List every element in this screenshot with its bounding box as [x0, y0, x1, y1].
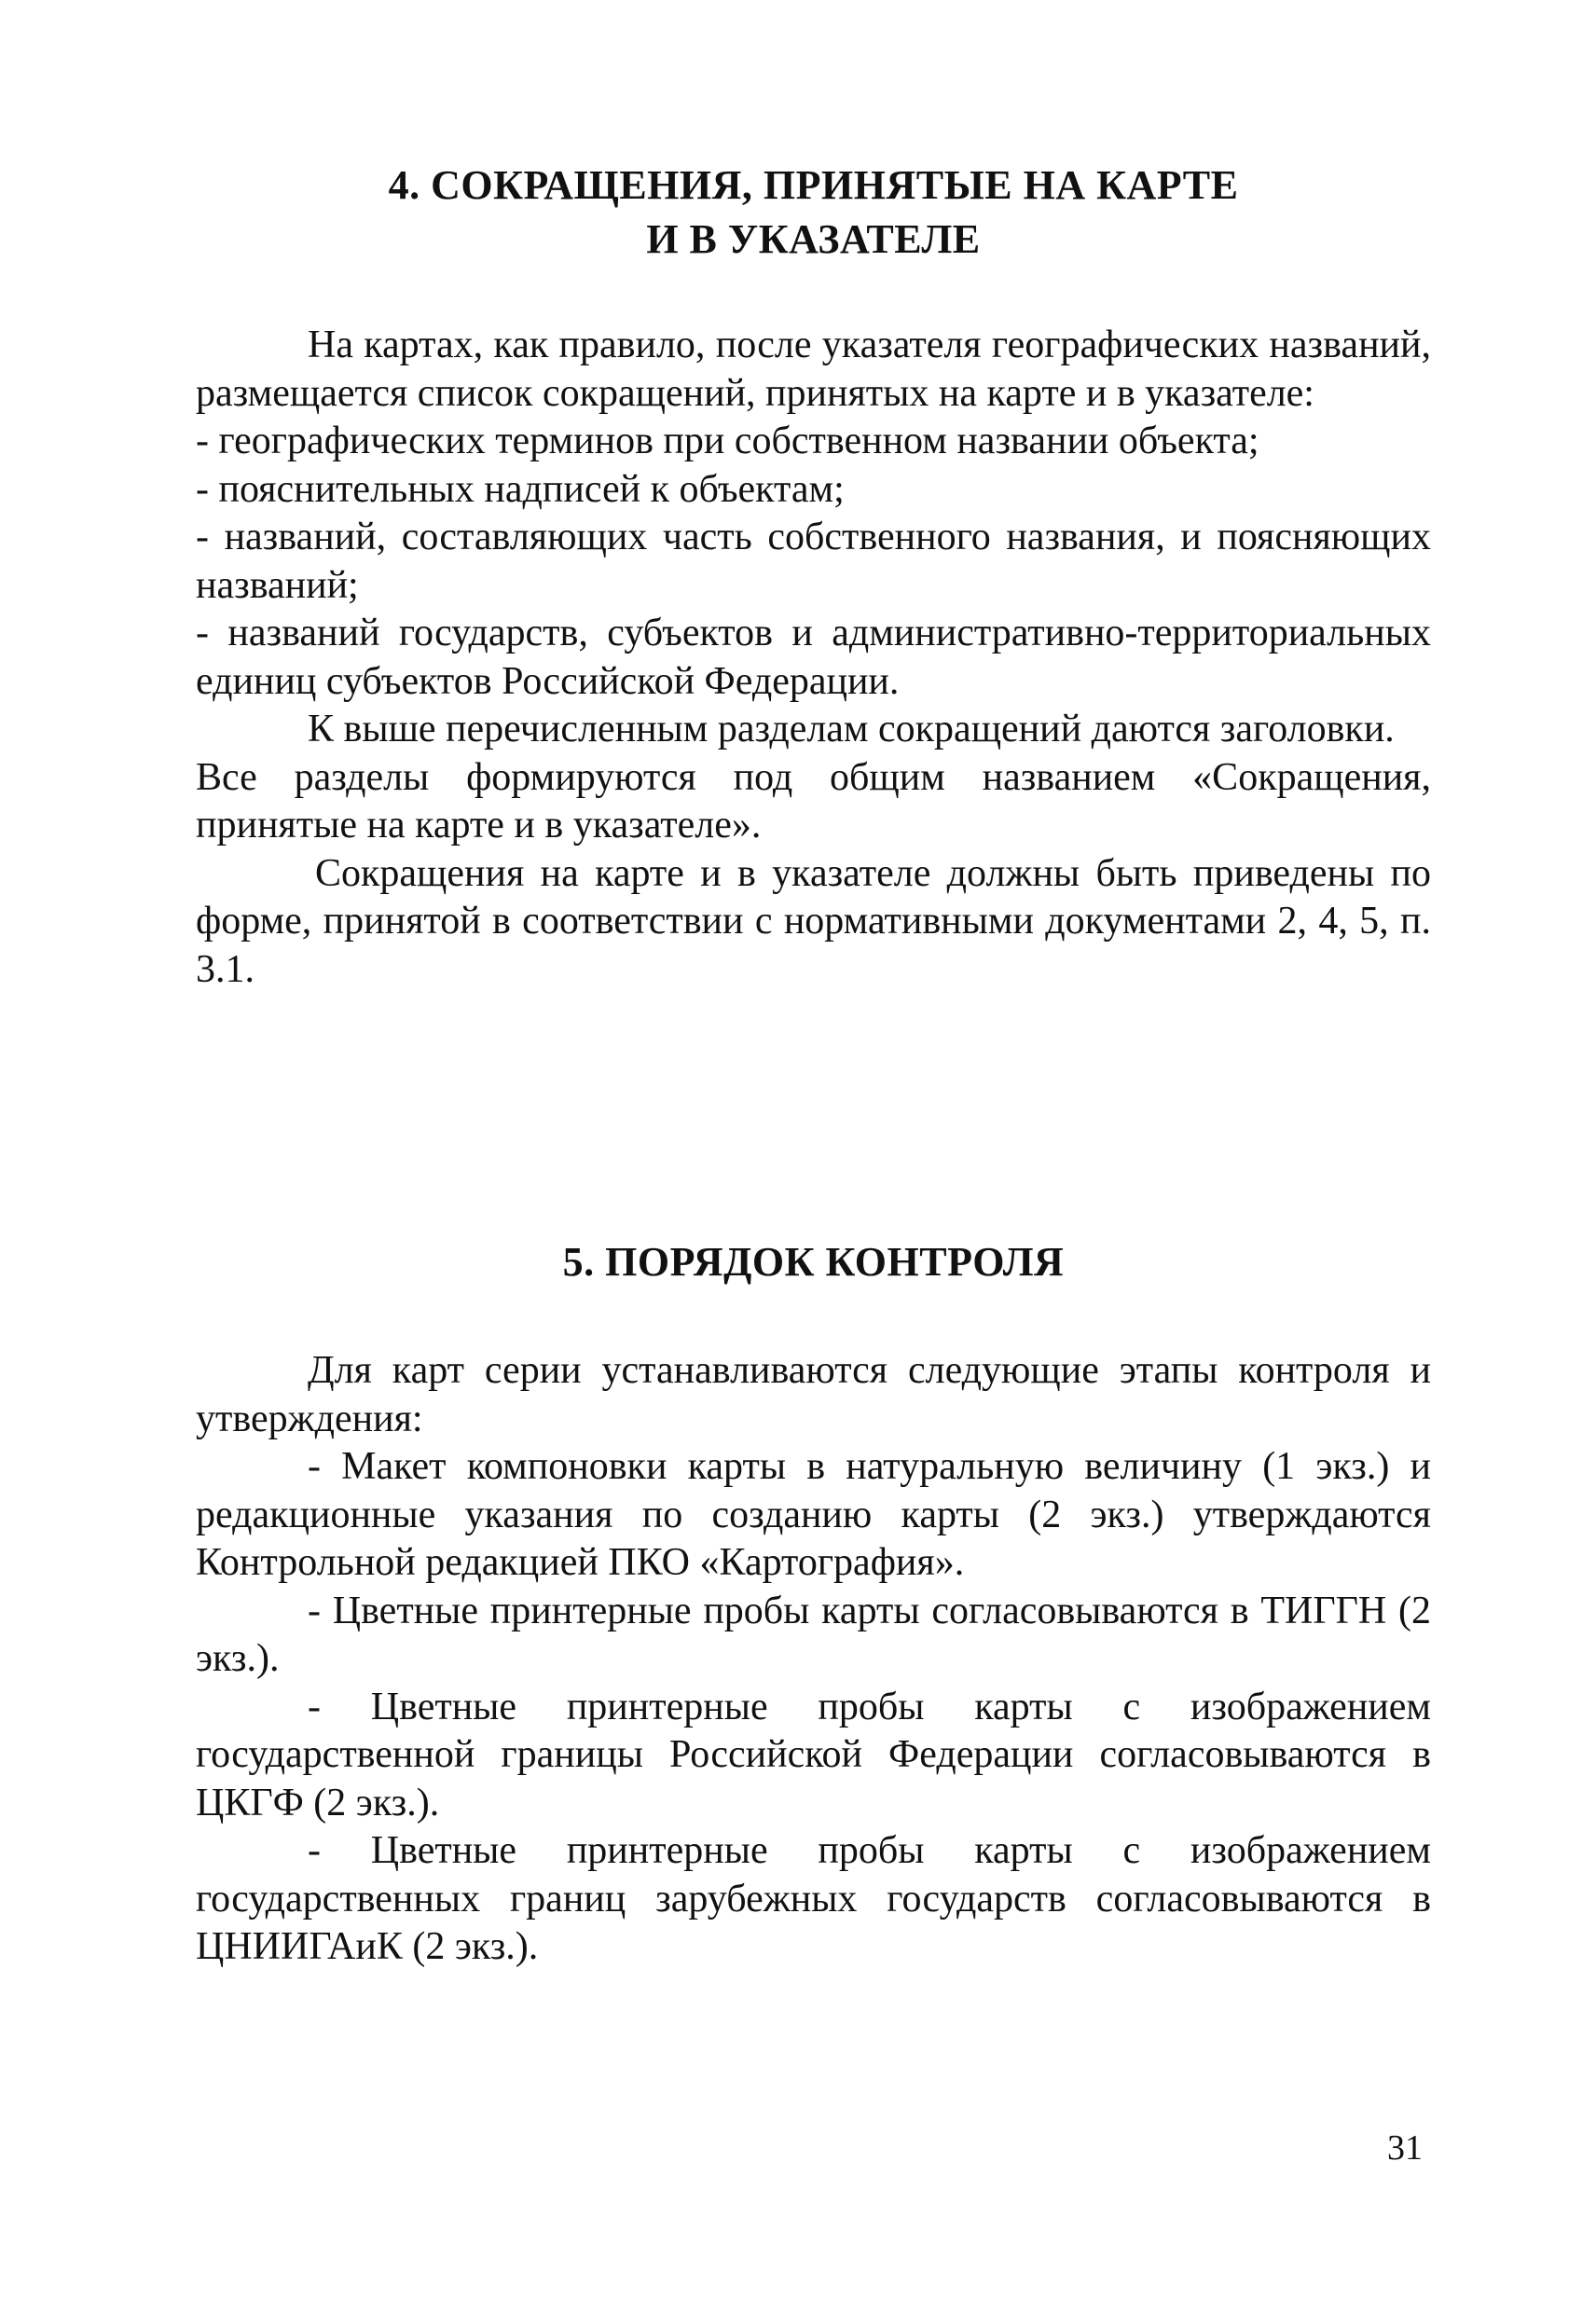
- page-number: 31: [1387, 2128, 1423, 2168]
- section-4-list-item: - пояснительных надписей к объектам;: [196, 467, 845, 511]
- section-4-paragraph-form: Сокращения на карте и в указателе должны быть приведены по форме, принятой в соответствии с нормативными документами 2, 4, 5, п. 3.1.: [196, 851, 1431, 991]
- section-4-list-item: - названий, составляющих часть собственного названия, и поясняющих названий;: [196, 516, 1431, 607]
- section-5-list-item: - Цветные принтерные пробы карты согласовываются в ТИГГН (2 экз.).: [196, 1589, 1431, 1680]
- section-5-list-item: - Макет компоновки карты в натуральную величину (1 экз.) и редакционные указания по созданию карты (2 экз.) утверждаются Контрольной редакцией ПКО «Картография».: [196, 1445, 1431, 1584]
- section-4-intro: На картах, как правило, после указателя географических названий, размещается список сокращений, принятых на карте и в указателе:: [196, 324, 1431, 415]
- section-5-list-item: - Цветные принтерные пробы карты с изображением государственных границ зарубежных государств согласовываются в ЦНИИГАиК (2 экз.).: [196, 1829, 1431, 1968]
- section-4-body: [196, 322, 1431, 994]
- section-5-list-item: - Цветные принтерные пробы карты с изображением государственной границы Российской Федерации согласовываются в ЦКГФ (2 экз.).: [196, 1685, 1431, 1824]
- section-5-intro: Для карт серии устанавливаются следующие этапы контроля и утверждения:: [196, 1349, 1431, 1440]
- section-4-list-item: - географических терминов при собственном названии объекта;: [196, 420, 1259, 462]
- section-4-heading-line-2: И В УКАЗАТЕЛЕ: [646, 216, 981, 262]
- section-4-heading-line-1: 4. СОКРАЩЕНИЯ, ПРИНЯТЫЕ НА КАРТЕ: [388, 162, 1239, 208]
- section-4-paragraph-sections: Все разделы формируются под общим названием «Сокращения, принятые на карте и в указателе».: [196, 755, 1431, 847]
- section-4-heading: [196, 158, 1431, 267]
- section-4-list-item: - названий государств, субъектов и административно-территориальных единиц субъектов Российской Федерации.: [196, 612, 1431, 703]
- section-4-paragraph-headings: К выше перечисленным разделам сокращений даются заголовки.: [308, 708, 1395, 750]
- section-5-heading: 5. ПОРЯДОК КОНТРОЛЯ: [562, 1239, 1065, 1285]
- section-5-body: [196, 1347, 1431, 1972]
